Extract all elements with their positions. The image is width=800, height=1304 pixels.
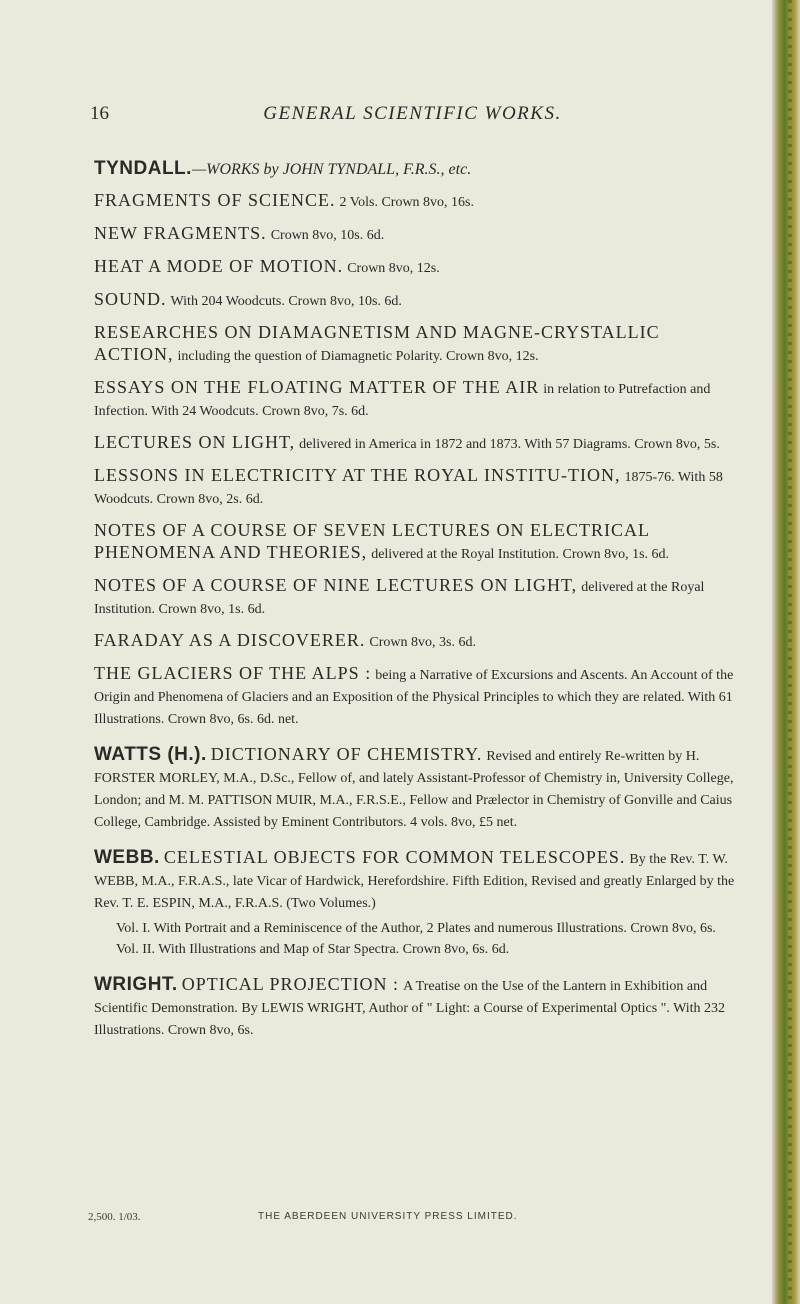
author-name-wright: WRIGHT. (94, 974, 178, 995)
work-detail: Crown 8vo, 10s. 6d. (270, 228, 385, 243)
book-edge-stripe (788, 0, 792, 1304)
work-detail: Revised and entirely Re-written by H. FORSTER MORLEY, M.A., D.Sc., Fellow of, and lately Assistant-Professor of Chemistry in, University College, London; and M. M. PATTISON MUIR, M.A., F.R.S.E., Fellow and Prælector in Chemistry of Gonville and Caius College, Cambridge. Assisted by Eminent Contributors. 4 vols. 8vo, £5 net. (94, 749, 734, 830)
wright-section (94, 974, 739, 1041)
work-title: RESEARCHES ON DIAMAGNETISM AND MAGNE-CRYSTALLIC ACTION, (94, 322, 660, 364)
work-detail: delivered at the Royal Institution. Crown 8vo, 1s. 6d. (371, 547, 670, 562)
work-title: SOUND. (94, 289, 167, 309)
work-detail: 1875-76. With 58 Woodcuts. Crown 8vo, 2s. 6d. (94, 470, 723, 507)
work-detail: Crown 8vo, 3s. 6d. (369, 635, 476, 650)
work-title: FRAGMENTS OF SCIENCE. (94, 190, 336, 210)
work-detail: in relation to Putrefaction and Infection. With 24 Woodcuts. Crown 8vo, 7s. 6d. (94, 382, 711, 419)
work-detail: With 204 Woodcuts. Crown 8vo, 10s. 6d. (170, 294, 402, 309)
volume-detail: Vol. II. With Illustrations and Map of Star Spectra. Crown 8vo, 6s. 6d. (116, 942, 510, 957)
webb-section (94, 847, 739, 960)
work-title: THE GLACIERS OF THE ALPS : (94, 663, 372, 683)
work-detail: Crown 8vo, 12s. (347, 261, 440, 276)
work-detail: By the Rev. T. W. WEBB, M.A., F.R.A.S., late Vicar of Hardwick, Herefordshire. Fifth Edition, Revised and greatly Enlarged by the Rev. T. E. ESPIN, M.A., F.R.A.S. (Two Volumes.) (94, 852, 735, 911)
author-name-webb: WEBB. (94, 847, 160, 868)
work-detail: A Treatise on the Use of the Lantern in Exhibition and Scientific Demonstration. By LEWIS WRIGHT, Author of " Light: a Course of Experimental Optics ". With 232 Illustrations. Crown 8vo, 6s. (94, 979, 726, 1038)
tyndall-section (94, 158, 739, 730)
work-detail: including the question of Diamagnetic Polarity. Crown 8vo, 12s. (177, 349, 539, 364)
volume-detail: Vol. I. With Portrait and a Reminiscence of the Author, 2 Plates and numerous Illustrations. Crown 8vo, 6s. (116, 921, 716, 936)
work-detail: delivered at the Royal Institution. Crown 8vo, 1s. 6d. (94, 580, 705, 617)
author-name-watts: WATTS (H.). (94, 744, 207, 765)
work-title: CELESTIAL OBJECTS FOR COMMON TELESCOPES. (163, 847, 626, 867)
author-note-tyndall: —WORKS by JOHN TYNDALL, F.R.S., etc. (191, 161, 472, 178)
work-title: NOTES OF A COURSE OF SEVEN LECTURES ON ELECTRICAL PHENOMENA AND THEORIES, (94, 520, 650, 562)
work-title: FARADAY AS A DISCOVERER. (94, 630, 366, 650)
work-title: LECTURES ON LIGHT, (94, 432, 296, 452)
work-title: OPTICAL PROJECTION : (181, 974, 400, 994)
work-title: HEAT A MODE OF MOTION. (94, 256, 344, 276)
printer-imprint: THE ABERDEEN UNIVERSITY PRESS LIMITED. (258, 1211, 518, 1222)
print-run: 2,500. 1/03. (88, 1211, 141, 1223)
work-title: ESSAYS ON THE FLOATING MATTER OF THE AIR (94, 377, 540, 397)
work-detail: delivered in America in 1872 and 1873. With 57 Diagrams. Crown 8vo, 5s. (299, 437, 720, 452)
catalogue-content (94, 158, 739, 1051)
watts-section (94, 744, 739, 833)
work-title: NOTES OF A COURSE OF NINE LECTURES ON LIGHT, (94, 575, 578, 595)
work-title: NEW FRAGMENTS. (94, 223, 267, 243)
page-header (90, 103, 735, 133)
work-detail: 2 Vols. Crown 8vo, 16s. (339, 195, 474, 210)
running-title: GENERAL SCIENTIFIC WORKS. (263, 103, 562, 124)
page-number: 16 (90, 103, 109, 124)
book-edge (772, 0, 800, 1304)
work-title: LESSONS IN ELECTRICITY AT THE ROYAL INSTITU-TION, (94, 465, 621, 485)
work-title: DICTIONARY OF CHEMISTRY. (210, 744, 483, 764)
work-detail: being a Narrative of Excursions and Ascents. An Account of the Origin and Phenomena of Glaciers and an Exposition of the Physical Principles to which they are related. With 61 Illustrations. Crown 8vo, 6s. 6d. net. (94, 668, 734, 727)
author-name-tyndall: TYNDALL. (94, 158, 192, 179)
